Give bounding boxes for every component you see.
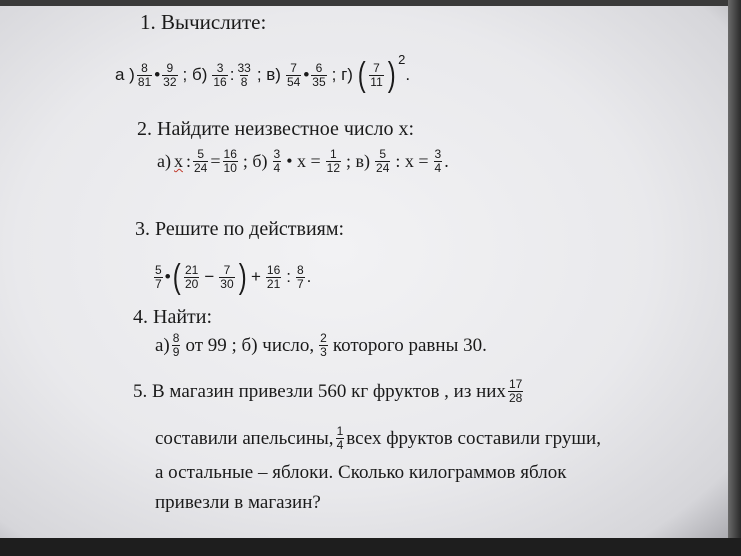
fraction: $\frac{1}{4}$ xyxy=(336,424,344,452)
fraction: $\frac{7}{54}$ xyxy=(286,60,301,89)
operator: • xyxy=(303,65,310,84)
task2-label-c: ; в) xyxy=(346,151,371,171)
task5-line2 xyxy=(155,425,601,452)
task2-label-a: а) xyxy=(157,151,171,171)
fraction: $\frac{7}{11}$ xyxy=(370,60,383,89)
task5-text-1: 5. В магазин привезли 560 кг фруктов , из них xyxy=(133,380,506,402)
fraction: $\frac{33}{8}$ xyxy=(237,60,251,89)
fraction: $\frac{16}{10}$ xyxy=(223,147,237,175)
task1-label-b: ; б) xyxy=(182,65,208,84)
task1-expressions xyxy=(115,51,411,94)
fraction: $\frac{8}{7}$ xyxy=(296,262,304,291)
task2-title xyxy=(137,118,414,141)
task5-text-2a: составили апельсины, xyxy=(155,427,334,449)
operator: : xyxy=(286,267,291,286)
task5-text-3: а остальные – яблоки. Сколько килограммов яблок xyxy=(155,462,567,483)
task3-title xyxy=(135,218,344,241)
task5-line1 xyxy=(133,378,525,405)
task5-line4 xyxy=(155,492,321,514)
task5-text-4: привезли в магазин? xyxy=(155,492,321,513)
fraction: $\frac{3}{4}$ xyxy=(273,147,281,175)
fraction: $\frac{7}{30}$ xyxy=(220,262,234,291)
fraction: $\frac{21}{20}$ xyxy=(184,262,199,291)
task4-content xyxy=(155,332,490,359)
task3-expression xyxy=(152,258,312,296)
right-paren: ) xyxy=(238,258,247,296)
period: . xyxy=(444,151,449,171)
task2-expressions xyxy=(157,148,449,175)
task4-label-a: а) xyxy=(155,334,170,356)
task1-label-c: ; в) xyxy=(256,65,281,84)
fraction: $\frac{5}{24}$ xyxy=(376,147,390,175)
variable-x: х xyxy=(173,151,183,171)
right-paren: ) xyxy=(387,56,396,94)
operator: • xyxy=(164,267,171,286)
task1-label-d: ; г) xyxy=(331,65,353,84)
left-paren: ( xyxy=(172,258,181,296)
fraction: $\frac{5}{24}$ xyxy=(194,147,208,175)
fraction: $\frac{8}{81}$ xyxy=(137,60,152,89)
task4-title-text: 4. Найти: xyxy=(133,306,213,328)
fraction: $\frac{1}{12}$ xyxy=(326,147,341,175)
period: . xyxy=(405,65,411,84)
operator: • х = xyxy=(286,151,321,171)
fraction: $\frac{9}{32}$ xyxy=(163,60,177,89)
operator: • xyxy=(154,65,161,84)
fraction: $\frac{16}{21}$ xyxy=(266,262,281,291)
task1-label-a: а ) xyxy=(115,65,135,84)
task1-title-text: 1. Вычислите: xyxy=(140,10,267,34)
task4-title xyxy=(133,306,212,329)
fraction: $\frac{6}{35}$ xyxy=(312,60,326,89)
fraction: $\frac{3}{4}$ xyxy=(434,147,442,175)
fraction: $\frac{2}{3}$ xyxy=(320,331,327,359)
exponent: 2 xyxy=(398,51,406,67)
fraction: $\frac{17}{28}$ xyxy=(508,377,523,405)
fraction: $\frac{5}{7}$ xyxy=(155,262,162,291)
fraction: $\frac{8}{9}$ xyxy=(172,331,180,359)
task2-label-b: ; б) xyxy=(242,151,268,171)
task4-text-b: которого равны 30. xyxy=(332,334,487,356)
task2-title-text: 2. Найдите неизвестное число х: xyxy=(137,118,415,140)
period: . xyxy=(306,267,312,286)
fraction: $\frac{3}{16}$ xyxy=(213,60,227,89)
operator: : xyxy=(185,151,191,171)
task4-text-a: от 99 ; б) число, xyxy=(185,334,315,356)
task3-title-text: 3. Решите по действиям: xyxy=(135,218,345,240)
operator: = xyxy=(210,151,221,171)
operator: + xyxy=(250,267,261,286)
left-paren: ( xyxy=(357,56,366,94)
operator: − xyxy=(204,267,215,286)
task1-title xyxy=(140,10,266,35)
operator: : xyxy=(229,65,235,84)
operator: : х = xyxy=(395,151,429,171)
task5-line3 xyxy=(155,462,566,484)
task5-text-2b: всех фруктов составили груши, xyxy=(346,427,601,449)
